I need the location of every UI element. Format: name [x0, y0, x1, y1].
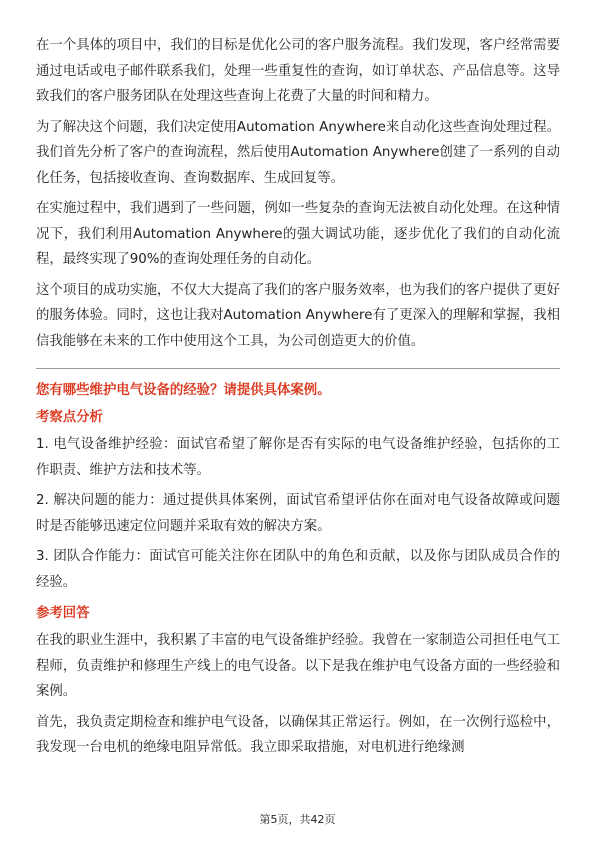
analysis-heading: 考察点分析	[36, 410, 103, 425]
intro-paragraph-3: 在实施过程中，我们遇到了一些问题，例如一些复杂的查询无法被自动化处理。在这种情况下，我们利用Automation Anywhere的强大调试功能，逐步优化了我们的自动化流程，最终实现了90%的查询处理任务的自动化。	[36, 201, 560, 267]
answer-heading: 参考回答	[36, 606, 90, 621]
section-divider	[36, 368, 560, 369]
page-footer: 第5页，共42页	[259, 813, 336, 826]
page-content	[36, 33, 560, 766]
intro-paragraph-2: 为了解决这个问题，我们决定使用Automation Anywhere来自动化这些查询处理过程。我们首先分析了客户的查询流程，然后使用Automation Anywhere创建了一系列的自动化任务，包括接收查询、查询数据库、生成回复等。	[36, 119, 560, 186]
answer-paragraph-1: 在我的职业生涯中，我积累了丰富的电气设备维护经验。我曾在一家制造公司担任电气工程师，负责维护和修理生产线上的电气设备。以下是我在维护电气设备方面的一些经验和案例。	[36, 633, 560, 699]
intro-paragraph-4: 这个项目的成功实施，不仅大大提高了我们的客户服务效率，也为我们的客户提供了更好的服务体验。同时，这也让我对Automation Anywhere有了更深入的理解和掌握，我相信我能够在未来的工作中使用这个工具，为公司创造更大的价值。	[36, 282, 560, 349]
question-title: 您有哪些维护电气设备的经验？请提供具体案例。	[36, 383, 331, 398]
analysis-point-1: 1. 电气设备维护经验：面试官希望了解你是否有实际的电气设备维护经验，包括你的工作职责、维护方法和技术等。	[36, 437, 560, 478]
intro-paragraph-1: 在一个具体的项目中，我们的目标是优化公司的客户服务流程。我们发现，客户经常需要通过电话或电子邮件联系我们，处理一些重复性的查询，如订单状态、产品信息等。这导致我们的客户服务团队在处理这些查询上花费了大量的时间和精力。	[36, 38, 560, 104]
analysis-point-2: 2. 解决问题的能力：通过提供具体案例，面试官希望评估你在面对电气设备故障或问题时是否能够迅速定位问题并采取有效的解决方案。	[36, 493, 560, 534]
analysis-point-3: 3. 团队合作能力：面试官可能关注你在团队中的角色和贡献，以及你与团队成员合作的经验。	[36, 549, 560, 590]
answer-paragraph-2: 首先，我负责定期检查和维护电气设备，以确保其正常运行。例如，在一次例行巡检中，我发现一台电机的绝缘电阻异常低。我立即采取措施，对电机进行绝缘测	[36, 714, 560, 755]
